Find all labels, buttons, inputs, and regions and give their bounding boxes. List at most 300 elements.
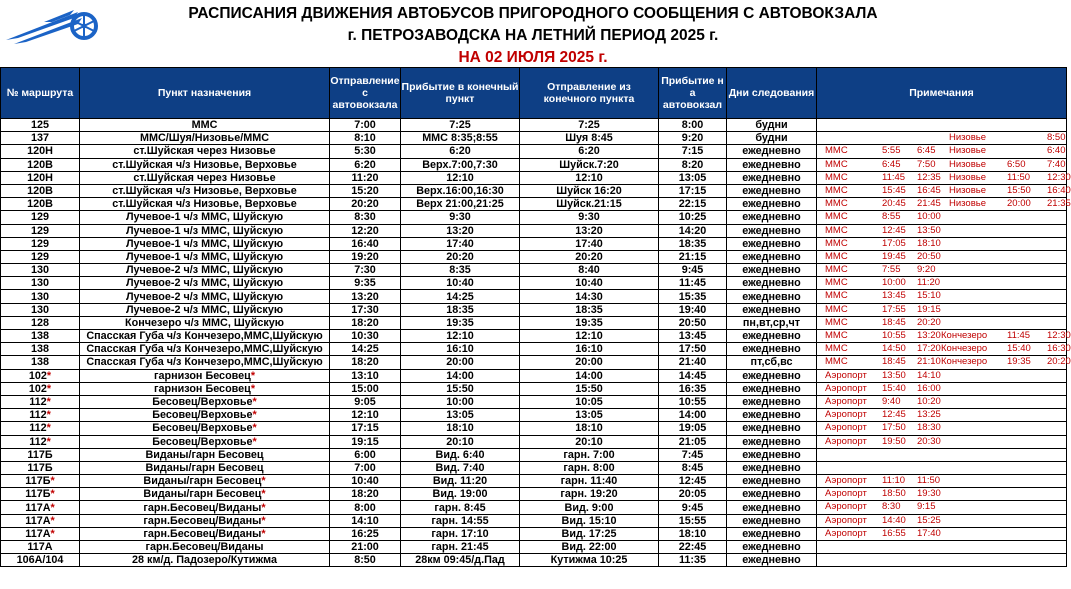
table-row — [1, 501, 1067, 514]
asterisk-mark: * — [46, 435, 51, 448]
depart-cell-text: 7:00 — [354, 119, 376, 132]
route-cell-text: 102 — [28, 369, 47, 382]
route-cell — [1, 158, 80, 171]
arrive-final-cell-text: 18:10 — [446, 422, 474, 435]
destination-cell — [80, 119, 330, 132]
note-value: 15:45 — [882, 184, 906, 196]
arrive-final-cell — [401, 119, 520, 132]
destination-cell-text: ст.Шуйская ч/з Низовье, Верховье — [112, 198, 297, 211]
depart-cell-text: 9:05 — [354, 396, 376, 409]
note-value: 7:55 — [882, 264, 901, 276]
destination-cell — [80, 184, 330, 197]
note-value: 11:50 — [917, 475, 941, 487]
destination-cell — [80, 211, 330, 224]
destination-cell-text: Кончезеро ч/з ММС, Шуйскую — [125, 316, 284, 329]
note-value: 18:10 — [917, 237, 941, 249]
note-value: Кончезеро — [941, 330, 988, 341]
route-cell — [1, 527, 80, 540]
destination-cell — [80, 290, 330, 303]
depart-cell-text: 14:10 — [351, 514, 379, 527]
route-cell — [1, 382, 80, 395]
arrive-station-cell-text: 10:55 — [678, 396, 707, 409]
destination-cell-text: Виданы/гарн Бесовец — [143, 488, 262, 501]
days-cell — [727, 382, 817, 395]
route-cell-text: 137 — [30, 132, 49, 145]
days-cell — [727, 409, 817, 422]
depart-cell-text: 7:30 — [354, 264, 376, 277]
arrive-station-cell — [659, 316, 727, 329]
note-value: 9:40 — [882, 395, 901, 407]
depart-cell — [330, 237, 401, 250]
depart-cell — [330, 409, 401, 422]
note-value: ММС — [825, 356, 848, 368]
days-cell — [727, 343, 817, 356]
note-value: 20:00 — [1007, 198, 1031, 210]
depart-cell-text: 8:10 — [354, 132, 376, 145]
days-cell-text: ежедневно — [742, 264, 801, 277]
destination-cell — [80, 501, 330, 514]
destination-cell — [80, 527, 330, 540]
depart-final-cell-text: гарн. 19:20 — [560, 488, 618, 501]
arrive-station-cell — [659, 184, 727, 197]
arrive-station-cell-text: 22:45 — [678, 541, 707, 554]
depart-final-cell-text: Вид. 22:00 — [561, 541, 617, 554]
arrive-final-cell-text: 19:35 — [446, 316, 474, 329]
arrive-station-cell — [659, 422, 727, 435]
destination-cell — [80, 171, 330, 184]
depart-cell-text: 19:15 — [351, 435, 379, 448]
depart-final-cell-text: гарн. 11:40 — [560, 475, 618, 488]
arrive-station-cell-text: 7:15 — [681, 145, 704, 158]
page-header — [100, 3, 966, 69]
asterisk-mark: * — [252, 435, 257, 448]
days-cell — [727, 158, 817, 171]
arrive-station-cell-text: 21:40 — [678, 356, 707, 369]
destination-cell — [80, 198, 330, 211]
note-value: 18:30 — [917, 422, 941, 434]
route-cell — [1, 369, 80, 382]
depart-final-cell-text: 10:05 — [575, 396, 603, 409]
depart-cell-text: 18:20 — [351, 488, 379, 501]
table-row — [1, 119, 1067, 132]
notes-cell — [817, 132, 1067, 145]
depart-final-cell — [520, 409, 659, 422]
depart-final-cell — [520, 132, 659, 145]
note-value: 19:50 — [882, 435, 906, 447]
arrive-final-cell-text: 15:50 — [446, 382, 474, 395]
depart-cell-text: 8:50 — [354, 554, 376, 567]
destination-cell-text: ст.Шуйская ч/з Низовье, Верховье — [112, 185, 297, 198]
asterisk-mark: * — [46, 422, 51, 435]
asterisk-mark: * — [50, 488, 55, 501]
depart-cell-text: 11:20 — [351, 171, 379, 184]
days-cell-text: будни — [755, 119, 788, 132]
depart-cell — [330, 527, 401, 540]
destination-cell — [80, 448, 330, 461]
note-value: 19:45 — [882, 250, 906, 262]
route-cell — [1, 264, 80, 277]
arrive-station-cell-text: 20:50 — [678, 316, 707, 329]
arrive-final-cell — [401, 409, 520, 422]
destination-cell-text: гарнизон Бесовец — [153, 382, 251, 395]
note-value: 15:25 — [917, 514, 941, 526]
destination-cell-text: ст.Шуйская ч/з Низовье, Верховье — [112, 158, 297, 171]
depart-final-cell — [520, 237, 659, 250]
arrive-final-cell — [401, 527, 520, 540]
note-value: Аэропорт — [825, 435, 867, 447]
asterisk-mark: * — [50, 501, 55, 514]
notes-cell — [817, 448, 1067, 461]
arrive-final-cell-text: Верх 21:00,21:25 — [416, 198, 504, 211]
arrive-final-cell — [401, 356, 520, 369]
arrive-station-cell-text: 17:50 — [678, 343, 707, 356]
arrive-station-cell — [659, 250, 727, 263]
note-value: 12:45 — [882, 224, 906, 236]
depart-cell-text: 16:25 — [351, 527, 379, 540]
depart-final-cell — [520, 277, 659, 290]
depart-cell-text: 15:20 — [351, 185, 379, 198]
destination-cell — [80, 303, 330, 316]
arrive-station-cell-text: 11:45 — [678, 277, 707, 290]
depart-cell — [330, 475, 401, 488]
depart-final-cell — [520, 541, 659, 554]
depart-final-cell-text: 20:00 — [575, 356, 603, 369]
arrive-final-cell — [401, 132, 520, 145]
route-cell-text: 112 — [29, 422, 47, 435]
note-value: ММС — [825, 277, 848, 289]
destination-cell — [80, 488, 330, 501]
depart-final-cell-text: 10:40 — [575, 277, 603, 290]
table-row — [1, 158, 1067, 171]
note-value: 15:10 — [917, 290, 941, 302]
route-cell — [1, 211, 80, 224]
arrive-final-cell — [401, 475, 520, 488]
arrive-final-cell — [401, 554, 520, 567]
table-row — [1, 395, 1067, 408]
notes-cell — [817, 303, 1067, 316]
arrive-station-cell — [659, 303, 727, 316]
route-cell-text: 120Н — [27, 145, 53, 158]
days-cell-text: ежедневно — [742, 527, 801, 540]
table-row — [1, 237, 1067, 250]
depart-final-cell-text: 12:10 — [575, 171, 603, 184]
days-cell-text: ежедневно — [742, 461, 801, 474]
route-cell-text: 129 — [30, 224, 49, 237]
table-row — [1, 250, 1067, 263]
destination-cell — [80, 514, 330, 527]
destination-cell — [80, 541, 330, 554]
depart-final-cell-text: Вид. 9:00 — [564, 501, 614, 514]
arrive-final-cell-text: 12:10 — [446, 171, 474, 184]
depart-final-cell-text: 16:10 — [575, 343, 603, 356]
arrive-final-cell — [401, 264, 520, 277]
asterisk-mark: * — [261, 475, 266, 488]
destination-cell-text: Лучевое-1 ч/з ММС, Шуйскую — [125, 224, 284, 237]
note-value: 6:50 — [1007, 158, 1026, 170]
depart-cell — [330, 264, 401, 277]
route-cell — [1, 132, 80, 145]
arrive-final-cell — [401, 330, 520, 343]
arrive-final-cell — [401, 198, 520, 211]
notes-cell — [817, 290, 1067, 303]
days-cell — [727, 448, 817, 461]
depart-final-cell — [520, 184, 659, 197]
depart-final-cell — [520, 369, 659, 382]
depart-final-cell-text: гарн. 7:00 — [563, 448, 615, 461]
destination-cell — [80, 422, 330, 435]
table-row — [1, 330, 1067, 343]
arrive-station-cell-text: 21:05 — [678, 435, 707, 448]
arrive-final-cell — [401, 541, 520, 554]
asterisk-mark: * — [46, 369, 52, 382]
depart-cell — [330, 171, 401, 184]
depart-cell-text: 12:10 — [351, 409, 379, 422]
destination-cell-text: Спасская Губа ч/з Кончезеро,ММС,Шуйскую — [86, 356, 323, 369]
note-value: Кончезеро — [941, 343, 988, 355]
depart-final-cell — [520, 224, 659, 237]
route-cell-text: 117А — [25, 527, 51, 540]
arrive-final-cell-text: 13:20 — [446, 224, 474, 237]
days-cell — [727, 132, 817, 145]
destination-cell-text: Виданы/гарн Бесовец — [143, 475, 262, 488]
depart-cell — [330, 290, 401, 303]
arrive-final-cell — [401, 250, 520, 263]
depart-final-cell — [520, 422, 659, 435]
note-value: Аэропорт — [825, 409, 867, 421]
depart-cell-text: 12:20 — [351, 224, 379, 237]
schedule-table — [0, 67, 1071, 567]
note-value: 12:45 — [882, 409, 906, 421]
note-value: 16:00 — [917, 382, 941, 394]
arrive-final-cell-text: Вид. 11:20 — [432, 475, 488, 488]
depart-final-cell — [520, 145, 659, 158]
asterisk-mark: * — [50, 475, 55, 488]
depart-cell — [330, 369, 401, 382]
route-cell-text: 102 — [28, 382, 47, 395]
depart-cell — [330, 435, 401, 448]
destination-cell-text: Бесовец/Верховье — [152, 409, 253, 422]
depart-final-cell-text: 20:20 — [575, 250, 603, 263]
note-value: 6:45 — [917, 145, 936, 157]
note-value: 11:50 — [1007, 171, 1031, 183]
col-header-notes: Примечания — [817, 68, 1067, 119]
arrive-final-cell — [401, 422, 520, 435]
arrive-station-cell — [659, 395, 727, 408]
arrive-station-cell — [659, 145, 727, 158]
note-value: 8:50 — [1047, 132, 1066, 144]
notes-cell — [817, 277, 1067, 290]
depart-cell — [330, 356, 401, 369]
route-cell-text: 112 — [29, 396, 47, 409]
days-cell — [727, 435, 817, 448]
depart-final-cell-text: Вид. 17:25 — [561, 527, 617, 540]
depart-cell-text: 8:00 — [354, 501, 376, 514]
days-cell — [727, 290, 817, 303]
route-cell-text: 117А — [27, 541, 53, 554]
arrive-final-cell — [401, 395, 520, 408]
note-value: 5:55 — [882, 145, 901, 157]
table-row — [1, 422, 1067, 435]
note-value: 21:35 — [1047, 198, 1071, 210]
note-value: 12:35 — [917, 171, 941, 183]
route-cell — [1, 303, 80, 316]
depart-final-cell-text: 7:25 — [578, 119, 600, 132]
depart-cell — [330, 343, 401, 356]
depart-final-cell — [520, 514, 659, 527]
days-cell — [727, 224, 817, 237]
route-cell — [1, 488, 80, 501]
note-value: ММС — [825, 330, 848, 341]
depart-final-cell — [520, 475, 659, 488]
depart-cell-text: 10:40 — [351, 475, 379, 488]
depart-final-cell-text: Шуйск.7:20 — [559, 158, 619, 171]
arrive-final-cell — [401, 448, 520, 461]
asterisk-mark: * — [250, 369, 256, 382]
note-value: 18:45 — [882, 356, 906, 368]
route-cell — [1, 198, 80, 211]
days-cell — [727, 514, 817, 527]
note-value: ММС — [825, 343, 848, 355]
note-value: Аэропорт — [825, 514, 867, 526]
depart-cell — [330, 488, 401, 501]
note-value: 14:40 — [882, 514, 906, 526]
note-value: 13:50 — [882, 369, 906, 381]
route-cell — [1, 554, 80, 567]
arrive-final-cell-text: гарн. 14:55 — [431, 514, 489, 527]
table-row — [1, 211, 1067, 224]
route-cell — [1, 330, 80, 343]
arrive-final-cell-text: Вид. 7:40 — [435, 461, 485, 474]
note-value: Аэропорт — [825, 501, 867, 513]
note-value: 21:10 — [917, 356, 941, 368]
arrive-station-cell-text: 15:55 — [678, 514, 707, 527]
depart-cell-text: 18:20 — [351, 316, 379, 329]
depart-final-cell-text: 14:00 — [575, 369, 603, 382]
arrive-station-cell-text: 9:45 — [681, 501, 704, 514]
col-header-destination: Пункт назначения — [80, 68, 330, 119]
col-header-days: Дни следования — [727, 68, 817, 119]
note-value: 15:40 — [882, 382, 906, 394]
route-cell-text: 117А — [25, 514, 51, 527]
days-cell-text: ежедневно — [742, 488, 801, 501]
arrive-station-cell — [659, 488, 727, 501]
asterisk-mark: * — [252, 396, 257, 409]
arrive-final-cell — [401, 224, 520, 237]
depart-final-cell-text: 14:30 — [575, 290, 603, 303]
arrive-final-cell — [401, 501, 520, 514]
notes-cell — [817, 211, 1067, 224]
destination-cell — [80, 475, 330, 488]
route-cell — [1, 119, 80, 132]
arrive-final-cell — [401, 316, 520, 329]
arrive-station-cell-text: 18:10 — [678, 527, 707, 540]
depart-cell — [330, 514, 401, 527]
arrive-final-cell-text: 20:20 — [446, 250, 474, 263]
destination-cell — [80, 277, 330, 290]
note-value: 18:45 — [882, 316, 906, 328]
note-value: Кончезеро — [941, 356, 988, 368]
depart-final-cell-text: 15:50 — [575, 382, 603, 395]
date-line: НА 02 ИЮЛЯ 2025 г. — [458, 49, 608, 66]
table-row — [1, 198, 1067, 211]
asterisk-mark: * — [261, 501, 266, 514]
depart-final-cell — [520, 356, 659, 369]
arrive-station-cell — [659, 330, 727, 343]
note-value: 16:45 — [917, 184, 941, 196]
depart-final-cell-text: 8:40 — [578, 264, 600, 277]
note-value: Аэропорт — [825, 422, 867, 434]
route-cell — [1, 409, 80, 422]
depart-final-cell-text: 6:20 — [578, 145, 600, 158]
arrive-final-cell — [401, 145, 520, 158]
depart-final-cell-text: 12:10 — [575, 330, 603, 343]
depart-final-cell — [520, 461, 659, 474]
days-cell-text: ежедневно — [742, 541, 801, 554]
arrive-station-cell-text: 9:45 — [681, 264, 704, 277]
title-line-2: г. ПЕТРОЗАВОДСКА НА ЛЕТНИЙ ПЕРИОД 2025 г. — [347, 27, 719, 44]
days-cell — [727, 237, 817, 250]
depart-cell — [330, 541, 401, 554]
depart-cell-text: 16:40 — [351, 237, 379, 250]
days-cell-text: ежедневно — [742, 396, 801, 409]
note-value: Аэропорт — [825, 527, 867, 539]
note-value: Низовье — [949, 184, 986, 196]
route-cell — [1, 356, 80, 369]
days-cell — [727, 264, 817, 277]
depart-final-cell-text: 18:35 — [575, 303, 603, 316]
days-cell — [727, 330, 817, 343]
notes-cell — [817, 527, 1067, 540]
days-cell — [727, 171, 817, 184]
arrive-final-cell-text: 10:00 — [446, 396, 474, 409]
days-cell — [727, 461, 817, 474]
note-value: 10:00 — [917, 211, 941, 223]
col-header-depart-final: Отправление из конечного пункта — [520, 68, 659, 119]
arrive-final-cell-text: 17:40 — [446, 237, 474, 250]
table-row — [1, 171, 1067, 184]
depart-cell-text: 15:00 — [351, 382, 379, 395]
note-value: 8:55 — [882, 211, 901, 223]
table-row — [1, 527, 1067, 540]
depart-cell-text: 10:30 — [351, 330, 379, 343]
destination-cell-text: Бесовец/Верховье — [152, 396, 253, 409]
arrive-station-cell — [659, 132, 727, 145]
depart-final-cell — [520, 198, 659, 211]
destination-cell-text: Бесовец/Верховье — [152, 422, 253, 435]
depart-final-cell — [520, 316, 659, 329]
note-value: 16:40 — [1047, 184, 1071, 196]
days-cell — [727, 554, 817, 567]
rzd-wing-wheel-logo-icon — [4, 6, 100, 46]
note-value: 11:10 — [882, 475, 906, 487]
route-cell — [1, 448, 80, 461]
arrive-station-cell-text: 8:20 — [681, 158, 704, 171]
note-value: 14:10 — [917, 369, 941, 381]
route-cell-text: 117Б — [27, 448, 53, 461]
arrive-final-cell-text: 14:00 — [446, 369, 474, 382]
arrive-final-cell-text: 20:10 — [446, 435, 474, 448]
note-value: 20:20 — [1047, 356, 1071, 368]
days-cell-text: ежедневно — [742, 211, 801, 224]
table-row — [1, 184, 1067, 197]
depart-cell-text: 9:35 — [354, 277, 376, 290]
destination-cell — [80, 369, 330, 382]
arrive-final-cell — [401, 290, 520, 303]
destination-cell-text: Лучевое-1 ч/з ММС, Шуйскую — [125, 211, 284, 224]
arrive-station-cell-text: 14:00 — [678, 409, 707, 422]
arrive-station-cell-text: 13:45 — [678, 330, 707, 343]
arrive-final-cell-text: 18:35 — [446, 303, 474, 316]
